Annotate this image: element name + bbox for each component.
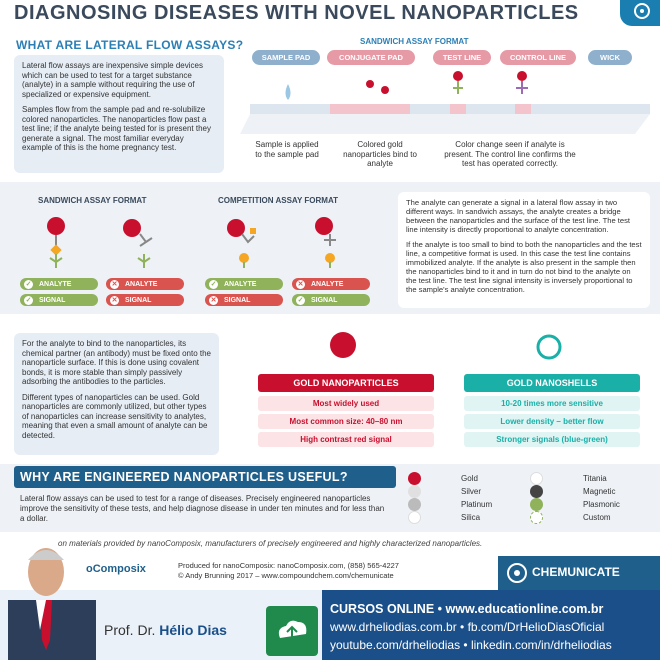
shell-rows [464, 396, 640, 450]
gold-row: Most common size: 40–80 nm [258, 414, 434, 429]
badge-analyte-yes-2: ✓ ANALYTE [205, 278, 283, 290]
gold-row: Most widely used [258, 396, 434, 411]
label-test-line: TEST LINE [433, 50, 491, 65]
formats-text2: If the analyte is too small to bind to both the nanoparticles and the test line, a competitive format is used. In this case the test line contains immobilized analyte. If the analyte is also present in the sample then the nanoparticles bind to it and in turn do not bind to the analyte on the test line. The test line signal intensity is inversely proportional to the sample's analyte concentration. [406, 240, 642, 294]
label-control-line: CONTROL LINE [500, 50, 576, 65]
legend-item-custom: Custom [530, 511, 650, 524]
gold-nanoparticles-banner: GOLD NANOPARTICLES [258, 374, 434, 392]
cloud-icon [266, 606, 318, 656]
formats-text1: The analyte can generate a signal in a lateral flow assay in two different ways. In sandwich assays, the analyte creates a bridge between the nanoparticles and the surface of the test line. The test line intensity is directly proportional to analyte concentration. [406, 198, 631, 234]
legend-item-silica: Silica [408, 511, 518, 524]
ad-line2[interactable]: www.drheliodias.com.br • fb.com/DrHelioDiasOficial [330, 620, 605, 634]
credits-produced [178, 561, 399, 581]
badge-analyte-no-1: ✕ ANALYTE [106, 278, 184, 290]
plasmonic-dot-icon [530, 498, 543, 511]
legend-item-plasmonic: Plasmonic [530, 498, 650, 511]
gold-nanoshells-banner: GOLD NANOSHELLS [464, 374, 640, 392]
np-p1: For the analyte to bind to the nanoparticles, its chemical partner (an antibody) must be fixed onto the nanoparticle surface. If this is done using covalent bonds, it is more stable than simply passively adsorbing the antibodies to the particles. [22, 339, 211, 386]
badge-signal-yes-2: ✓ SIGNAL [292, 294, 370, 306]
np-p2: Different types of nanoparticles can be used. Gold nanoparticles are commonly utilized, but other types of nanoparticles can increase sensitivity to analytes, meaning that even a small amount of analyte can be detected. [22, 392, 208, 440]
nanoparticle-text-box [14, 333, 219, 455]
custom-dot-icon [530, 511, 543, 524]
label-sample-pad: SAMPLE PAD [252, 50, 320, 65]
author-line: © Andy Brunning 2017 – www.compoundchem.com/chemunicate [178, 571, 394, 580]
badge-analyte-yes-1: ✓ ANALYTE [20, 278, 98, 290]
gold-nanoshell-icon [534, 332, 564, 362]
section-heading-what: WHAT ARE LATERAL FLOW ASSAYS? [16, 38, 244, 52]
shell-row: Stronger signals (blue-green) [464, 432, 640, 447]
chemunicate-brand: CHEMUNICATE [532, 565, 620, 579]
badge-signal-no-2: ✕ SIGNAL [205, 294, 283, 306]
magnetic-dot-icon [530, 485, 543, 498]
formats-text-box [398, 192, 650, 308]
nanocomposix-logo: oComposix [86, 563, 146, 575]
badge-signal-yes-1: ✓ SIGNAL [20, 294, 98, 306]
shell-row: Lower density – better flow [464, 414, 640, 429]
diagram-title: SANDWICH ASSAY FORMAT [360, 37, 469, 46]
gold-nanoparticle-icon [328, 330, 358, 360]
legend-item-titania: Titania [530, 472, 650, 485]
section4-heading: WHY ARE ENGINEERED NANOPARTICLES USEFUL? [20, 470, 348, 484]
gold-rows [258, 396, 434, 450]
credits-based-on: on materials provided by nanoComposix, manufacturers of precisely engineered and highly characterized nanoparticles. [58, 539, 483, 548]
produced-line: Produced for nanoComposix: nanoComposix.com, (858) 565-4227 [178, 561, 399, 570]
titania-dot-icon [530, 472, 543, 485]
lateral-flow-strip [240, 64, 660, 140]
chemunicate-icon [506, 562, 528, 584]
shell-row: 10-20 times more sensitive [464, 396, 640, 411]
professor-photo [0, 520, 100, 660]
professor-name: Prof. Dr. Hélio Dias [104, 622, 227, 638]
ad-line1[interactable]: CURSOS ONLINE • www.educationline.com.br [330, 602, 604, 616]
platinum-dot-icon [408, 498, 421, 511]
badge-signal-no-1: ✕ SIGNAL [106, 294, 184, 306]
silica-dot-icon [408, 511, 421, 524]
chemunicate-logo-icon [620, 0, 660, 26]
legend-item-magnetic: Magnetic [530, 485, 650, 498]
assay-format-illustration [14, 206, 394, 274]
legend-item-silver: Silver [408, 485, 518, 498]
ad-line3[interactable]: youtube.com/drheliodias • linkedin.com/in/drheliodias [330, 638, 612, 652]
intro-p2: Samples flow from the sample pad and re-solubilize colored nanoparticles. The nanoparticles flow past a test line; if the analyte being tested for is present they generate a signal. The most familiar everyday example of this is the home pregnancy test. [22, 105, 211, 152]
caption-conjugate: Colored gold nanoparticles bind to analyte [343, 140, 417, 168]
silver-dot-icon [408, 485, 421, 498]
intro-box [14, 55, 224, 173]
legend-item-gold: Gold [408, 472, 518, 485]
competition-format-title: COMPETITION ASSAY FORMAT [218, 196, 339, 205]
label-wick: WICK [588, 50, 632, 65]
badge-analyte-no-2: ✕ ANALYTE [292, 278, 370, 290]
legend-left [408, 472, 518, 524]
gold-row: High contrast red signal [258, 432, 434, 447]
gold-dot-icon [408, 472, 421, 485]
label-conjugate-pad: CONJUGATE PAD [327, 50, 415, 65]
legend-right [530, 472, 650, 524]
intro-p1: Lateral flow assays are inexpensive simple devices which can be used to test for a target substance (analyte) in a sample without requiring the use of specialized or expensive equipment. [22, 61, 203, 99]
caption-test: Color change seen if analyte is present. The control line confirms the test has operated correctly. [444, 140, 576, 168]
sandwich-format-title: SANDWICH ASSAY FORMAT [38, 196, 147, 205]
legend-item-platinum: Platinum [408, 498, 518, 511]
section4-text: Lateral flow assays can be used to test for a range of diseases. Precisely engineered nanoparticles improve the sensitivity of these tests, and help diagnose disease in under ten minutes and for less than a dollar. [20, 494, 385, 523]
caption-sample: Sample is applied to the sample pad [255, 140, 319, 159]
page-title: DIAGNOSING DISEASES WITH NOVEL NANOPARTICLES [14, 2, 579, 24]
